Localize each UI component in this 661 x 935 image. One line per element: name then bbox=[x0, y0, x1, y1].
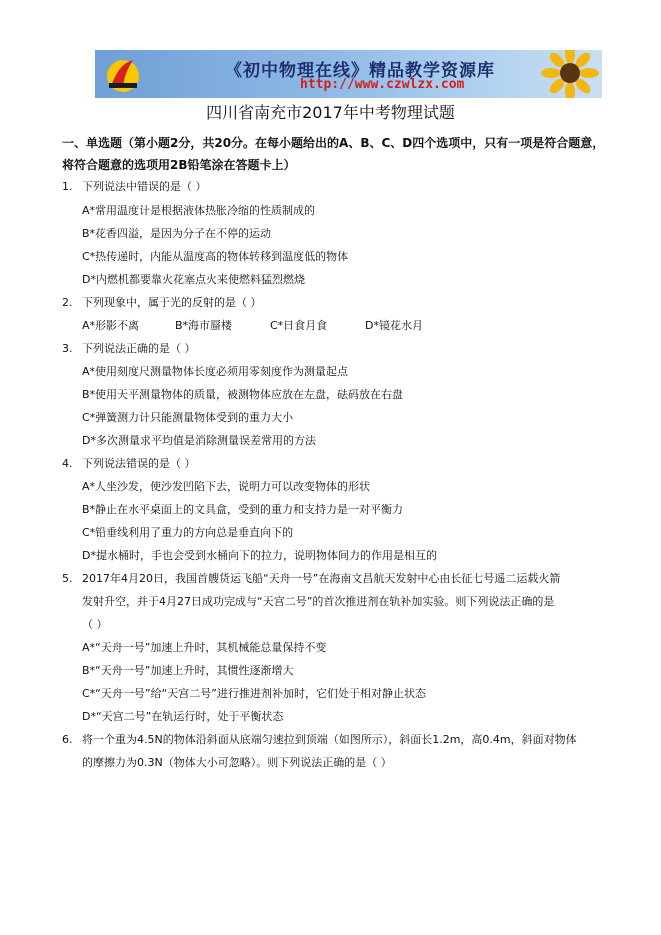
question-6 bbox=[62, 731, 577, 747]
option-d: D*“天宫二号”在轨运行时，处于平衡状态 bbox=[82, 710, 284, 723]
banner-title: 《初中物理在线》精品教学资源库 bbox=[225, 61, 495, 81]
question-stem-line: （ ） bbox=[82, 618, 108, 631]
option-d: D*多次测量求平均值是消除测量误差常用的方法 bbox=[82, 434, 316, 447]
logo-icon bbox=[103, 54, 143, 94]
option-a: A*“天舟一号”加速上升时，其机械能总量保持不变 bbox=[82, 641, 327, 654]
question-stem-line: 的摩擦力为0.3N（物体大小可忽略）。则下列说法正确的是（ ） bbox=[82, 756, 392, 769]
option-a: A*使用刻度尺测量物体长度必须用零刻度作为测量起点 bbox=[82, 365, 349, 378]
question-3 bbox=[62, 340, 196, 356]
question-number: 1. bbox=[62, 180, 73, 193]
option-d: D*提水桶时，手也会受到水桶向下的拉力，说明物体间力的作用是相互的 bbox=[82, 549, 437, 562]
option-b: B*使用天平测量物体的质量，被测物体应放在左盘，砝码放在右盘 bbox=[82, 388, 404, 401]
option-c: C*铅垂线利用了重力的方向总是垂直向下的 bbox=[82, 526, 294, 539]
option-c: C*热传递时，内能从温度高的物体转移到温度低的物体 bbox=[82, 250, 349, 263]
question-stem-line: 将一个重为4.5N的物体沿斜面从底端匀速拉到顶端（如图所示），斜面长1.2m，高0.4m，斜面对物体 bbox=[82, 733, 577, 746]
option-a: A*人坐沙发，使沙发凹陷下去，说明力可以改变物体的形状 bbox=[82, 480, 371, 493]
option-c: C*日食月食 bbox=[270, 319, 328, 332]
question-1 bbox=[62, 178, 207, 194]
option-a: A*形影不离 bbox=[82, 319, 140, 332]
option-c: C*“天舟一号”给“天宫二号”进行推进剂补加时，它们处于相对静止状态 bbox=[82, 687, 426, 700]
question-5 bbox=[62, 570, 560, 586]
option-a: A*常用温度计是根据液体热胀冷缩的性质制成的 bbox=[82, 204, 316, 217]
option-d: D*内燃机都要靠火花塞点火来使燃料猛烈燃烧 bbox=[82, 273, 305, 286]
question-stem: 下列说法正确的是（ ） bbox=[82, 342, 196, 355]
option-c: C*弹簧测力计只能测量物体受到的重力大小 bbox=[82, 411, 294, 424]
question-stem-line: 2017年4月20日，我国首艘货运飞船“天舟一号”在海南文昌航天发射中心由长征七号遥二运载火箭 bbox=[82, 572, 561, 585]
question-2 bbox=[62, 294, 262, 310]
question-number: 3. bbox=[62, 342, 73, 355]
question-number: 6. bbox=[62, 733, 73, 746]
question-number: 4. bbox=[62, 457, 73, 470]
section-heading: 一、单选题（第小题2分，共20分。在每小题给出的A、B、C、D四个选项中，只有一项是符合题意，将符合题意的选项用2B铅笔涂在答题卡上） bbox=[62, 136, 605, 172]
option-b: B*静止在水平桌面上的文具盒，受到的重力和支持力是一对平衡力 bbox=[82, 503, 404, 516]
question-number: 2. bbox=[62, 296, 73, 309]
question-stem: 下列说法中错误的是（ ） bbox=[82, 180, 207, 193]
option-d: D*镜花水月 bbox=[365, 319, 423, 332]
question-stem: 下列说法错误的是（ ） bbox=[82, 457, 196, 470]
question-stem: 下列现象中，属于光的反射的是（ ） bbox=[82, 296, 262, 309]
page-title: 四川省南充市2017年中考物理试题 bbox=[206, 103, 455, 122]
option-b: B*花香四溢，是因为分子在不停的运动 bbox=[82, 227, 272, 240]
header-banner bbox=[95, 50, 602, 98]
question-stem-line: 发射升空，并于4月27日成功完成与“天宫二号”的首次推进剂在轨补加实验。则下列说法正确的是 bbox=[82, 595, 555, 608]
option-b: B*海市蜃楼 bbox=[175, 319, 233, 332]
sunflower-icon bbox=[532, 50, 602, 98]
question-number: 5. bbox=[62, 572, 73, 585]
option-b: B*“天舟一号”加速上升时，其惯性逐渐增大 bbox=[82, 664, 294, 677]
banner-url[interactable]: http://www.czwlzx.com bbox=[300, 77, 465, 92]
question-4 bbox=[62, 455, 196, 471]
